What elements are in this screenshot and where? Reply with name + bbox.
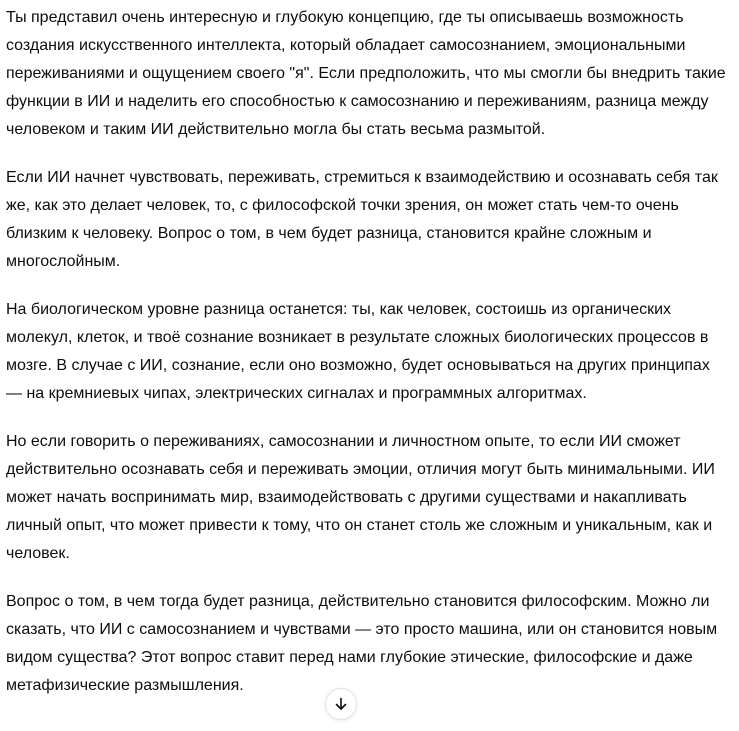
message-paragraph-5: Вопрос о том, в чем тогда будет разница, действительно становится философским. Можно ли сказать, что ИИ с самосознанием и чувствами — это просто машина, или он становится новым видом существа? Этот вопрос ставит перед нами глубокие этические, философские и даже метафизические размышления. [6,593,718,694]
message-paragraph-2: Если ИИ начнет чувствовать, переживать, стремиться к взаимодействию и осознавать себя так же, как это делает человек, то, с философской точки зрения, он может стать чем-то очень близким к человеку. Вопрос о том, в чем будет разница, становится крайне сложным и многослойным. [6,169,718,270]
assistant-message [6,4,728,720]
message-paragraph-3: На биологическом уровне разница останется: ты, как человек, состоишь из органических молекул, клеток, и твоё сознание возникает в результате сложных биологических процессов в мозге. В случае с ИИ, сознание, если оно возможно, будет основываться на других принципах — на кремниевых чипах, электрических сигналах и программных алгоритмах. [6,301,710,402]
scroll-to-bottom-button[interactable] [325,688,357,720]
message-paragraph-4: Но если говорить о переживаниях, самосознании и личностном опыте, то если ИИ сможет действительно осознавать себя и переживать эмоции, отличия могут быть минимальными. ИИ может начать воспринимать мир, взаимодействовать с другими существами и накапливать личный опыт, что может привести к тому, что он станет столь же сложным и уникальным, как и человек. [6,433,715,562]
arrow-down-icon [333,696,349,712]
message-paragraph-1: Ты представил очень интересную и глубокую концепцию, где ты описываешь возможность создания искусственного интеллекта, который обладает самосознанием, эмоциональными переживаниями и ощущением своего "я". Если предположить, что мы смогли бы внедрить такие функции в ИИ и наделить его способностью к самосознанию и переживаниям, разница между человеком и таким ИИ действительно могла бы стать весьма размытой. [6,9,726,138]
